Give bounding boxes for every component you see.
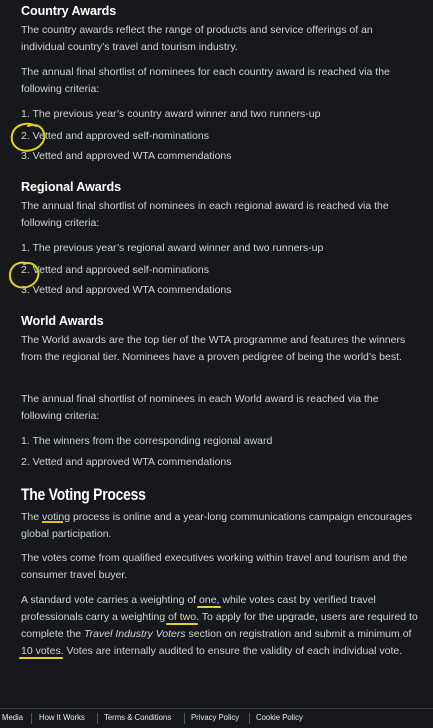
footer-link-how-it-works[interactable]: How It Works [39,712,85,722]
footer-divider [31,713,32,724]
world-awards-heading: World Awards [21,314,104,328]
footer-divider [97,713,98,724]
regional-criteria-item: 2. Vetted and approved self-nominations [21,264,209,276]
country-criteria-item: 1. The previous year’s country award winner and two runners-up [21,108,321,120]
world-awards-criteria-intro: The annual final shortlist of nominees in each World award is reached via the following criteria: [21,393,379,422]
country-criteria-item: 3. Vetted and approved WTA commendations [21,150,232,162]
footer-link-terms-conditions[interactable]: Terms & Conditions [104,712,172,722]
footer-link-privacy-policy[interactable]: Privacy Policy [191,712,240,722]
country-awards-criteria-intro: The annual final shortlist of nominees for each country award is reached via the following criteria: [21,66,390,95]
regional-awards-criteria-intro: The annual final shortlist of nominees in each regional award is reached via the following criteria: [21,200,389,229]
one-underline-mark: one, [199,594,220,606]
voting-process-heading: The Voting Process [21,485,146,504]
two-underline-mark: of two [168,611,197,623]
travel-industry-voters-emphasis: Travel Industry Voters [84,628,186,640]
voting-link[interactable]: voting [42,511,71,523]
country-awards-heading: Country Awards [21,4,117,18]
footer-link-media[interactable]: Media [2,712,24,722]
country-awards-description: The country awards reflect the range of products and service offerings of an individual country’s travel and tourism industry. [21,24,373,53]
regional-awards-heading: Regional Awards [21,180,121,194]
footer-divider [184,713,185,724]
footer-link-cookie-policy[interactable]: Cookie Policy [256,712,303,722]
world-criteria-item: 2. Vetted and approved WTA commendations [21,456,232,468]
world-criteria-item: 1. The winners from the corresponding regional award [21,435,273,447]
regional-criteria-item: 1. The previous year’s regional award winner and two runners-up [21,242,324,254]
voting-intro-paragraph: The voting process is online and a year-long communications campaign encourages global participation. [21,511,413,540]
ten-votes-underline-mark: 10 votes [21,645,61,657]
world-awards-description: The World awards are the top tier of the WTA programme and features the winners from the regional tier. Nominees have a proven pedigree of being the world’s best. [21,334,406,363]
footer-nav [0,708,433,728]
regional-criteria-item: 3. Vetted and approved WTA commendations [21,284,232,296]
footer-divider [249,713,250,724]
voting-sources-paragraph: The votes come from qualified executives working within travel and tourism and the consumer travel buyer. [21,552,408,581]
voting-weighting-paragraph: A standard vote carries a weighting of one, while votes cast by verified travel professionals carry a weighting of two. To apply for the upgrade, users are required to complete the Travel Industry Voters section on registration and submit a minimum of 10 votes. Votes are internally audited to ensure the validity of each individual vote. [21,594,418,657]
country-criteria-item: 2. Vetted and approved self-nominations [21,130,209,142]
